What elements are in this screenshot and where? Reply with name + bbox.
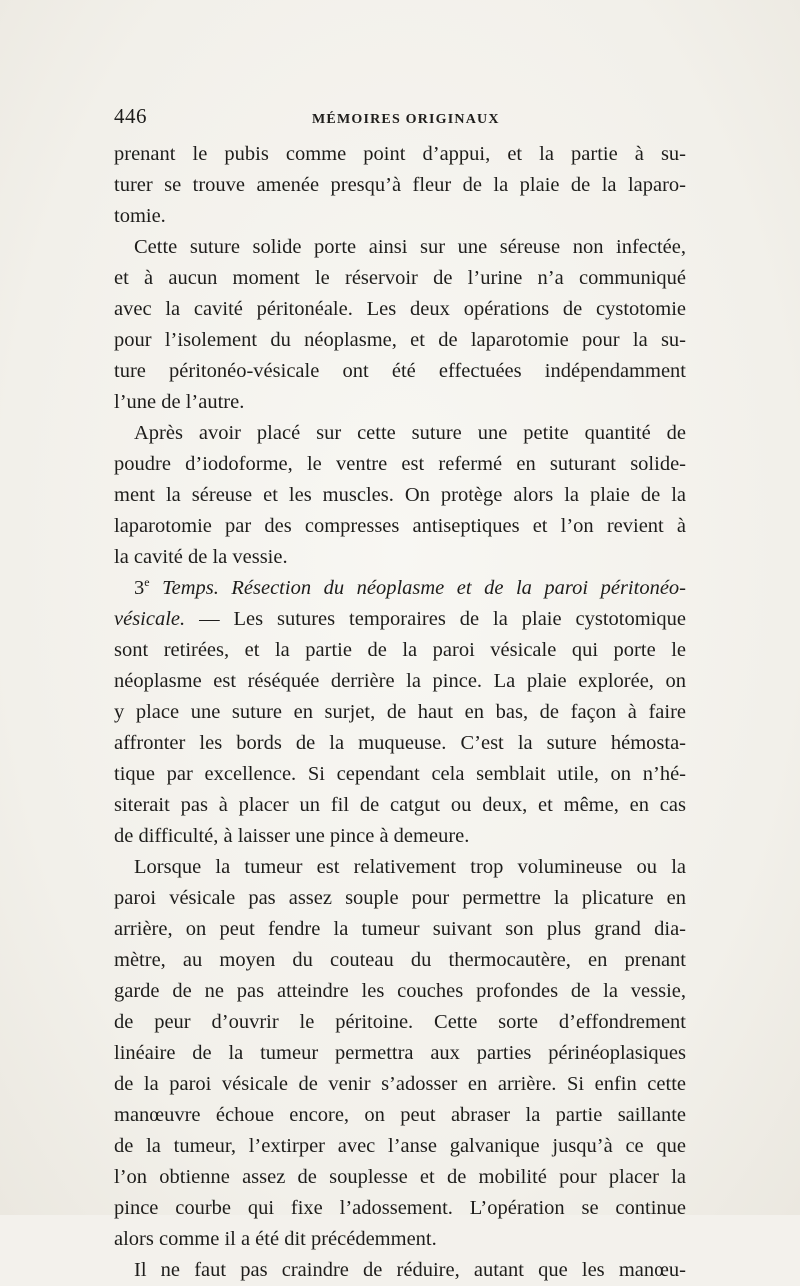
text-line: poudre d’iodoforme, le ventre est refermé en suturant solide- [114, 453, 686, 475]
text-line: Il ne faut pas craindre de réduire, autant que les manœu- [134, 1259, 686, 1281]
text-line: arrière, on peut fendre la tumeur suivant son plus grand dia- [114, 918, 686, 940]
text-line: la cavité de la vessie. [114, 546, 288, 568]
text-line: sont retirées, et la partie de la paroi vésicale qui porte le [114, 639, 686, 661]
text-line: de difficulté, à laisser une pince à demeure. [114, 825, 470, 847]
text-line: paroi vésicale pas assez souple pour permettre la plicature en [114, 887, 686, 909]
text-line: de peur d’ouvrir le péritoine. Cette sorte d’effondrement [114, 1011, 686, 1033]
text-line: siterait pas à placer un fil de catgut ou deux, et même, en cas [114, 794, 686, 816]
section-title: Temps. Résection du néoplasme et de la paroi péritonéo- [162, 577, 686, 599]
text-line: turer se trouve amenée presqu’à fleur de la plaie de la laparo- [114, 174, 686, 196]
text-line: néoplasme est réséquée derrière la pince. La plaie explorée, on [114, 670, 686, 692]
text-line: tique par excellence. Si cependant cela semblait utile, on n’hé- [114, 763, 686, 785]
text-line: laparotomie par des compresses antiseptiques et l’on revient à [114, 515, 686, 537]
section-number: 3 [134, 577, 145, 599]
text-line: affronter les bords de la muqueuse. C’est la suture hémosta- [114, 732, 686, 754]
text-line: l’on obtienne assez de souplesse et de mobilité pour placer la [114, 1166, 686, 1188]
body-text [114, 139, 686, 1286]
text-line: y place une suture en surjet, de haut en bas, de façon à faire [114, 701, 686, 723]
text-line: l’une de l’autre. [114, 391, 245, 413]
text-line: manœuvre échoue encore, on peut abraser la partie saillante [114, 1104, 686, 1126]
text-line: linéaire de la tumeur permettra aux parties périnéoplasiques [114, 1042, 686, 1064]
text-line: tomie. [114, 205, 166, 227]
text-line: et à aucun moment le réservoir de l’urine n’a communiqué [114, 267, 686, 289]
section-number-suffix: e [144, 575, 150, 589]
text-line: pour l’isolement du néoplasme, et de laparotomie pour la su- [114, 329, 686, 351]
text-line: de la paroi vésicale de venir s’adosser en arrière. Si enfin cette [114, 1073, 686, 1095]
section-heading-line [114, 604, 686, 635]
text-line: ture péritonéo-vésicale ont été effectuées indépendamment [114, 360, 686, 382]
section-heading-line [114, 573, 686, 604]
text-line: Après avoir placé sur cette suture une petite quantité de [134, 422, 686, 444]
text-line: avec la cavité péritonéale. Les deux opérations de cystotomie [114, 298, 686, 320]
section-text: — Les sutures temporaires de la plaie cystotomique [185, 608, 686, 630]
text-line: mètre, au moyen du couteau du thermocautère, en prenant [114, 949, 686, 971]
text-line: alors comme il a été dit précédemment. [114, 1228, 437, 1250]
text-line: pince courbe qui fixe l’adossement. L’opération se continue [114, 1197, 686, 1219]
text-line: de la tumeur, l’extirper avec l’anse galvanique jusqu’à ce que [114, 1135, 686, 1157]
page-header [114, 104, 686, 134]
text-line: prenant le pubis comme point d’appui, et la partie à su- [114, 143, 686, 165]
text-line: Cette suture solide porte ainsi sur une séreuse non infectée, [134, 236, 686, 258]
section-title-cont: vésicale. [114, 608, 186, 630]
text-line: garde de ne pas atteindre les couches profondes de la vessie, [114, 980, 686, 1002]
running-title: MÉMOIRES ORIGINAUX [312, 112, 500, 127]
page-number: 446 [114, 104, 147, 128]
text-line: Lorsque la tumeur est relativement trop volumineuse ou la [134, 856, 686, 878]
text-line: ment la séreuse et les muscles. On protège alors la plaie de la [114, 484, 686, 506]
